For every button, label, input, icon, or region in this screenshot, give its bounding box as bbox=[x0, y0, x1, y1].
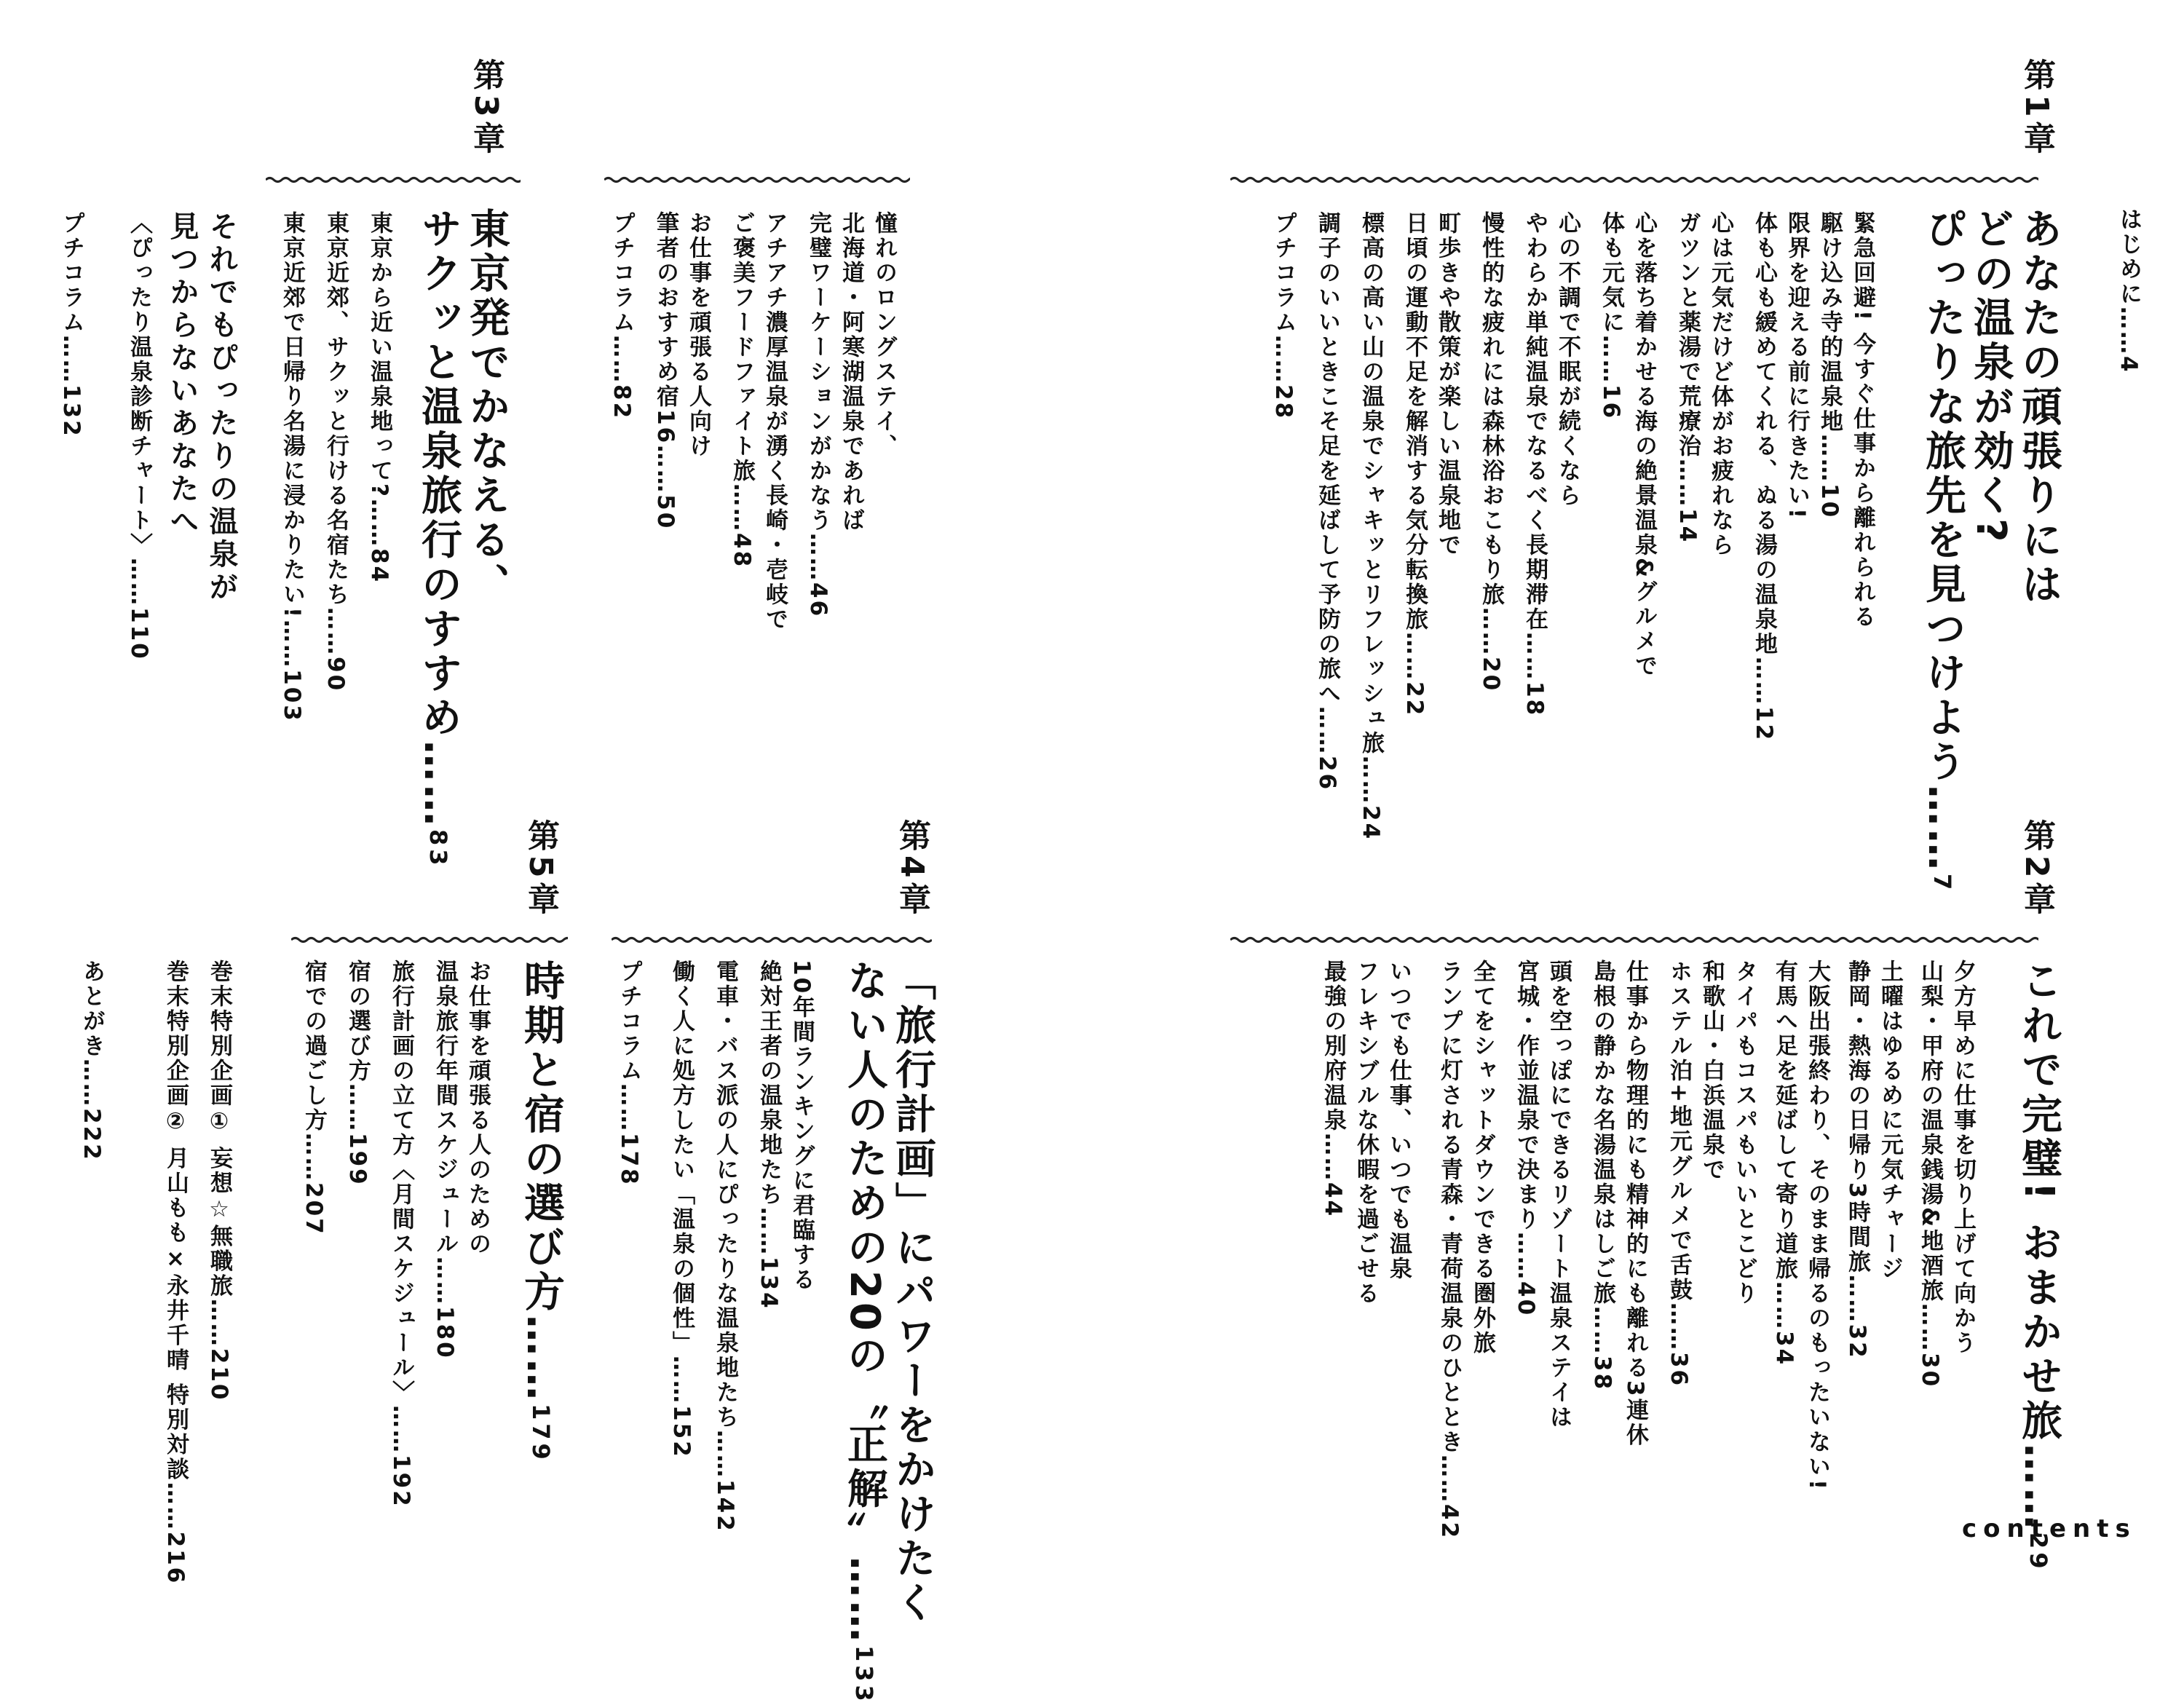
chapter-1-title-line-2: どの温泉が効く? bbox=[1967, 207, 2014, 546]
toc-entry-ch2-3-line-1: 大阪出張終わり、そのまま帰るのもったいない! bbox=[1804, 960, 1830, 1492]
chapter-3-divider bbox=[266, 172, 521, 188]
chapter-4-divider bbox=[612, 932, 932, 948]
toc-entry-ch4-1-line-2: 絶対王者の温泉地たち……134 bbox=[756, 960, 782, 1310]
toc-entry-ch1-2-line-1: 限界を迎える前に行きたい! bbox=[1784, 211, 1810, 521]
chapter-3-special-line-1: それでもぴったりの温泉が bbox=[205, 211, 238, 604]
toc-entry-ch2-4-line-3: ホステル泊+地元グルメで舌鼓……36 bbox=[1666, 960, 1692, 1388]
chapter-1-label: 第1章 bbox=[2018, 58, 2055, 158]
chapter-3-label: 第3章 bbox=[467, 58, 505, 158]
toc-entry-ch5-1-line-1: お仕事を頑張る人のための bbox=[464, 960, 491, 1257]
toc-entry-ch2-4-line-1: タイパもコスパもいいとこどり bbox=[1731, 960, 1757, 1306]
toc-entry-ch2-1-line-2: 山梨・甲府の温泉銭湯&地酒旅……30 bbox=[1917, 960, 1943, 1389]
toc-entry-ch1-2-line-2: 体も心も緩めてくれる、ぬる湯の温泉地……12 bbox=[1751, 211, 1777, 743]
toc-entry-ch2-10-line-1: アチアチ濃厚温泉が湧く長崎・壱岐で bbox=[761, 211, 788, 632]
toc-entry-ch2-8-line-1: いつでも仕事、いつでも温泉 bbox=[1385, 960, 1412, 1281]
toc-entry-ch4-2: 電車・バス派の人にぴったりな温泉地たち……142 bbox=[712, 960, 738, 1533]
chapter-4-label: 第4章 bbox=[893, 819, 930, 919]
toc-entry-ch4-column: プチコラム……178 bbox=[616, 960, 642, 1187]
toc-entry-ch1-6: 慢性的な疲れには森林浴おこもり旅……20 bbox=[1478, 211, 1504, 693]
chapter-5-title-page: 179 bbox=[527, 1404, 555, 1463]
toc-entry-ch2-5-line-1: 仕事から物理的にも精神的にも離れる3連休 bbox=[1622, 960, 1648, 1448]
chapter-3-title-line-2: サクッと温泉旅行のすすめ……83 bbox=[415, 207, 462, 869]
toc-entry-ch1-3-line-1: 心は元気だけど体がお疲れなら bbox=[1707, 211, 1733, 558]
chapter-1-title-page: 7 bbox=[1928, 874, 1956, 894]
intro-entry: はじめに……4 bbox=[2116, 207, 2142, 374]
chapter-3-special-line-2: 見つからないあなたへ bbox=[165, 211, 199, 539]
toc-entry-extra-1: 巻末特別企画① 妄想☆無職旅……210 bbox=[206, 960, 232, 1402]
toc-entry-ch1-column: プチコラム……28 bbox=[1270, 211, 1297, 421]
toc-entry-ch4-1-line-1: 10年間ランキングに君臨する bbox=[788, 960, 815, 1293]
toc-entry-ch2-6-line-1: 頭を空っぽにできるリゾート温泉ステイは bbox=[1546, 960, 1572, 1430]
toc-entry-ch4-3: 働く人に処方したい「温泉の個性」……152 bbox=[668, 960, 695, 1459]
toc-entry-ch1-4-line-1: 心を落ち着かせる海の絶景温泉&グルメで bbox=[1631, 211, 1657, 679]
toc-entry-ch5-1-line-2: 温泉旅行年間スケジュール……180 bbox=[432, 960, 458, 1360]
toc-entry-ch1-4-line-2: 体も元気に……16 bbox=[1598, 211, 1624, 421]
toc-entry-ch1-7-line-1: 町歩きや散策が楽しい温泉地で bbox=[1434, 211, 1460, 558]
intro-page: 4 bbox=[2116, 356, 2142, 374]
toc-entry-ch1-1-line-2: 駆け込み寺的温泉地……10 bbox=[1816, 211, 1843, 520]
toc-entry-ch2-2-line-1: 土曜はゆるめに元気チャージ bbox=[1877, 960, 1903, 1281]
toc-entry-ch2-7-line-1: 全てをシャットダウンできる圏外旅 bbox=[1469, 960, 1495, 1356]
toc-entry-ch2-6-line-2: 宮城・作並温泉で決まり……40 bbox=[1513, 960, 1539, 1318]
chapter-4-title-line-2: ない人のための20の〝正解〟……133 bbox=[841, 960, 888, 1705]
toc-entry-ch1-3-line-2: ガツンと薬湯で荒療治……14 bbox=[1674, 211, 1701, 545]
chapter-5-title: 時期と宿の選び方……179 bbox=[518, 960, 565, 1463]
toc-entry-ch2-column: プチコラム……82 bbox=[609, 211, 635, 421]
toc-entry-ch1-9: 調子のいいときこそ足を延ばして予防の旅へ……26 bbox=[1314, 211, 1340, 792]
toc-entry-ch2-8-line-3: 最強の別府温泉……44 bbox=[1320, 960, 1346, 1219]
chapter-1-title-line-3: ぴったりな旅先を見つけよう……7 bbox=[1919, 207, 1966, 894]
chapter-4-title-line-1: 「旅行計画」にパワーをかけたく bbox=[889, 960, 936, 1626]
chapter-3-title-line-1: 東京発でかなえる、 bbox=[463, 207, 510, 607]
toc-entry-ch3-column: プチコラム……132 bbox=[58, 211, 84, 438]
toc-entry-ch1-7-line-2: 日頃の運動不足を解消する気分転換旅……22 bbox=[1401, 211, 1428, 718]
toc-entry-ch2-7-line-2: ランプに灯される青森・青荷温泉のひととき……42 bbox=[1436, 960, 1463, 1540]
toc-entry-ch1-8: 標高の高い山の温泉でシャキッとリフレッシュ旅……24 bbox=[1358, 211, 1384, 842]
toc-entry-ch2-9-line-3: 完璧ワーケーションがかなう……46 bbox=[805, 211, 831, 619]
chapter-4-title-page: 133 bbox=[850, 1645, 878, 1705]
toc-entry-ch2-11-line-2: 筆者のおすすめ宿16……50 bbox=[652, 211, 678, 531]
chapter-5-label: 第5章 bbox=[522, 819, 559, 919]
toc-entry-ch5-4: 宿での過ごし方……207 bbox=[301, 960, 327, 1236]
toc-entry-ch3-2: 東京近郊、サクッと行ける名宿たち……90 bbox=[323, 211, 349, 693]
toc-entry-ch2-9-line-1: 憧れのロングステイ、 bbox=[871, 211, 897, 459]
toc-entry-ch2-11-line-1: お仕事を頑張る人向け bbox=[685, 211, 711, 459]
toc-entry-ch2-2-line-2: 静岡・熱海の日帰り3時間旅……32 bbox=[1844, 960, 1870, 1360]
chapter-2-continuation-divider bbox=[604, 172, 910, 188]
chapter-3-title-page: 83 bbox=[424, 829, 452, 869]
toc-entry-ch1-1-line-1: 緊急回避! 今すぐ仕事から離れられる bbox=[1849, 211, 1875, 630]
toc-entry-ch2-9-line-2: 北海道・阿寒湖温泉であれば bbox=[838, 211, 864, 533]
toc-entry-extra-2: 巻末特別企画② 月山もも×永井千晴 特別対談……216 bbox=[162, 960, 189, 1586]
chapter-5-divider bbox=[291, 932, 568, 948]
chapter-2-title: これで完璧! おまかせ旅……29 bbox=[2015, 960, 2062, 1573]
toc-entry-ch1-5-line-2: やわらか単純温泉でなるべく長期滞在……18 bbox=[1522, 211, 1548, 718]
toc-entry-afterword: あとがき……222 bbox=[79, 960, 105, 1162]
toc-entry-ch2-3-line-2: 有馬へ足を延ばして寄り道旅……34 bbox=[1771, 960, 1797, 1367]
toc-entry-ch2-8-line-2: フレキシブルな休暇を過ごせる bbox=[1353, 960, 1379, 1306]
toc-entry-ch2-4-line-2: 和歌山・白浜温泉で bbox=[1698, 960, 1725, 1182]
toc-entry-ch1-5-line-1: 心の不調で不眠が続くなら bbox=[1554, 211, 1580, 508]
contents-label: contents bbox=[1962, 1514, 2137, 1543]
toc-entry-ch3-1: 東京から近い温泉地って?……84 bbox=[366, 211, 392, 585]
toc-entry-ch5-3: 宿の選び方……199 bbox=[344, 960, 371, 1187]
chapter-1-title-line-1: あなたの頑張りには bbox=[2015, 207, 2062, 607]
toc-entry-ch3-3: 東京近郊で日帰り名湯に浸かりたい!……103 bbox=[279, 211, 305, 723]
chapter-2-label: 第2章 bbox=[2018, 819, 2055, 919]
chapter-3-special-line-3: 〈ぴったり温泉診断チャート〉……110 bbox=[126, 211, 152, 661]
toc-entry-ch2-5-line-2: 島根の静かな名湯温泉はしご旅……38 bbox=[1589, 960, 1615, 1392]
toc-entry-ch2-1-line-1: 夕方早めに仕事を切り上げて向かう bbox=[1950, 960, 1976, 1356]
chapter-2-title-page: 29 bbox=[2025, 1532, 2052, 1573]
chapter-2-divider bbox=[1230, 932, 2038, 948]
chapter-1-divider bbox=[1230, 172, 2038, 188]
toc-entry-ch5-2: 旅行計画の立て方〈月間スケジュール〉……192 bbox=[388, 960, 414, 1508]
toc-entry-ch2-10-line-2: ご褒美フードファイト旅……48 bbox=[729, 211, 755, 569]
